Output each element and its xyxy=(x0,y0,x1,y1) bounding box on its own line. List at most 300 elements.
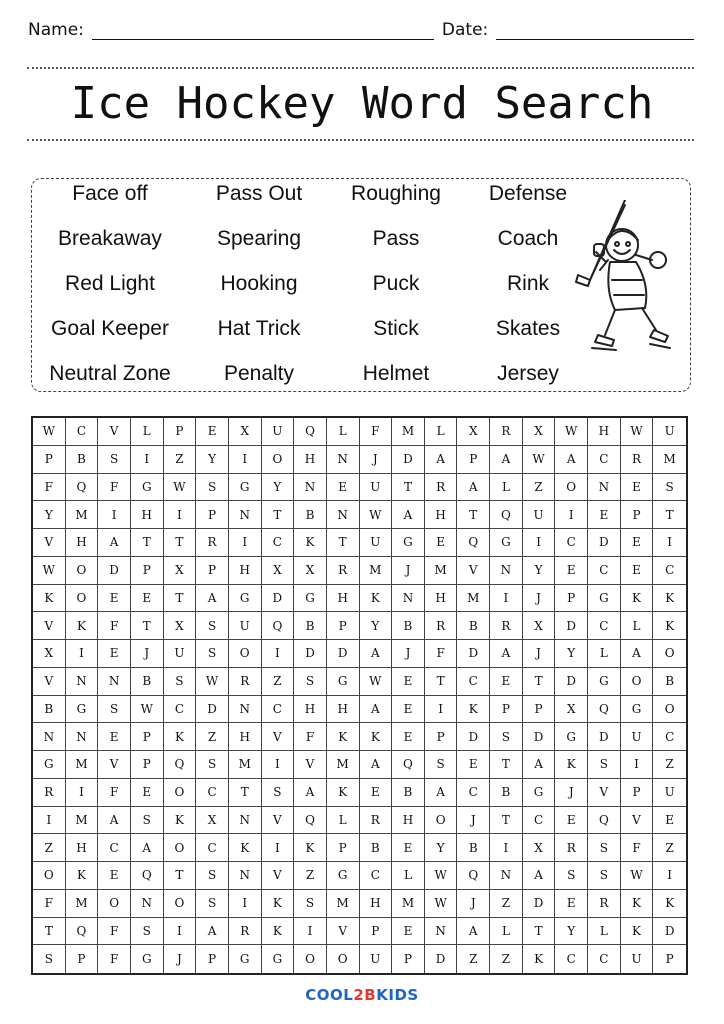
grid-cell[interactable]: E xyxy=(98,723,131,751)
grid-cell[interactable]: E xyxy=(98,640,131,668)
grid-cell[interactable]: N xyxy=(425,918,458,946)
grid-cell[interactable]: V xyxy=(33,612,66,640)
grid-cell[interactable]: A xyxy=(457,918,490,946)
grid-cell[interactable]: C xyxy=(164,696,197,724)
grid-cell[interactable]: C xyxy=(588,945,621,973)
grid-cell[interactable]: G xyxy=(131,945,164,973)
grid-cell[interactable]: V xyxy=(457,557,490,585)
grid-cell[interactable]: T xyxy=(425,668,458,696)
grid-cell[interactable]: M xyxy=(66,751,99,779)
grid-cell[interactable]: Q xyxy=(457,529,490,557)
grid-cell[interactable]: M xyxy=(66,501,99,529)
grid-cell[interactable]: B xyxy=(131,668,164,696)
grid-cell[interactable]: L xyxy=(588,918,621,946)
grid-cell[interactable]: S xyxy=(33,945,66,973)
grid-cell[interactable]: O xyxy=(653,696,686,724)
grid-cell[interactable]: C xyxy=(457,779,490,807)
grid-cell[interactable]: R xyxy=(425,474,458,502)
grid-cell[interactable]: M xyxy=(392,890,425,918)
grid-cell[interactable]: A xyxy=(360,751,393,779)
grid-cell[interactable]: W xyxy=(621,418,654,446)
grid-cell[interactable]: B xyxy=(360,834,393,862)
grid-cell[interactable]: E xyxy=(131,585,164,613)
grid-cell[interactable]: D xyxy=(523,890,556,918)
grid-cell[interactable]: K xyxy=(621,890,654,918)
grid-cell[interactable]: C xyxy=(588,612,621,640)
grid-cell[interactable]: X xyxy=(523,418,556,446)
grid-cell[interactable]: I xyxy=(653,529,686,557)
grid-cell[interactable]: E xyxy=(621,474,654,502)
grid-cell[interactable]: O xyxy=(327,945,360,973)
grid-cell[interactable]: S xyxy=(196,474,229,502)
grid-cell[interactable]: S xyxy=(196,612,229,640)
grid-cell[interactable]: F xyxy=(33,474,66,502)
grid-cell[interactable]: N xyxy=(131,890,164,918)
grid-cell[interactable]: G xyxy=(523,779,556,807)
grid-cell[interactable]: P xyxy=(131,723,164,751)
grid-cell[interactable]: F xyxy=(360,418,393,446)
grid-cell[interactable]: D xyxy=(425,945,458,973)
grid-cell[interactable]: S xyxy=(294,668,327,696)
grid-cell[interactable]: I xyxy=(523,529,556,557)
grid-cell[interactable]: I xyxy=(555,501,588,529)
grid-cell[interactable]: P xyxy=(327,834,360,862)
grid-cell[interactable]: M xyxy=(360,557,393,585)
grid-cell[interactable]: S xyxy=(164,668,197,696)
grid-cell[interactable]: G xyxy=(229,585,262,613)
grid-cell[interactable]: A xyxy=(425,446,458,474)
grid-cell[interactable]: A xyxy=(457,474,490,502)
grid-cell[interactable]: H xyxy=(131,501,164,529)
grid-cell[interactable]: Z xyxy=(653,751,686,779)
grid-cell[interactable]: S xyxy=(588,862,621,890)
grid-cell[interactable]: G xyxy=(490,529,523,557)
grid-cell[interactable]: Z xyxy=(523,474,556,502)
grid-cell[interactable]: X xyxy=(33,640,66,668)
grid-cell[interactable]: C xyxy=(653,557,686,585)
grid-cell[interactable]: G xyxy=(262,945,295,973)
grid-cell[interactable]: K xyxy=(327,723,360,751)
grid-cell[interactable]: C xyxy=(523,807,556,835)
grid-cell[interactable]: G xyxy=(294,585,327,613)
grid-cell[interactable]: V xyxy=(621,807,654,835)
grid-cell[interactable]: K xyxy=(66,612,99,640)
grid-cell[interactable]: U xyxy=(621,723,654,751)
grid-cell[interactable]: N xyxy=(229,862,262,890)
grid-cell[interactable]: O xyxy=(66,585,99,613)
grid-cell[interactable]: M xyxy=(457,585,490,613)
grid-cell[interactable]: P xyxy=(196,501,229,529)
grid-cell[interactable]: H xyxy=(294,446,327,474)
grid-cell[interactable]: L xyxy=(131,418,164,446)
grid-cell[interactable]: Q xyxy=(294,418,327,446)
grid-cell[interactable]: S xyxy=(131,918,164,946)
grid-cell[interactable]: L xyxy=(588,640,621,668)
grid-cell[interactable]: H xyxy=(360,890,393,918)
grid-cell[interactable]: U xyxy=(360,529,393,557)
grid-cell[interactable]: C xyxy=(66,418,99,446)
grid-cell[interactable]: X xyxy=(523,834,556,862)
grid-cell[interactable]: N xyxy=(327,446,360,474)
grid-cell[interactable]: W xyxy=(621,862,654,890)
grid-cell[interactable]: I xyxy=(33,807,66,835)
grid-cell[interactable]: S xyxy=(555,862,588,890)
grid-cell[interactable]: C xyxy=(196,834,229,862)
grid-cell[interactable]: B xyxy=(294,501,327,529)
grid-cell[interactable]: I xyxy=(490,834,523,862)
grid-cell[interactable]: Q xyxy=(66,474,99,502)
grid-cell[interactable]: R xyxy=(196,529,229,557)
grid-cell[interactable]: V xyxy=(262,723,295,751)
grid-cell[interactable]: E xyxy=(392,918,425,946)
grid-cell[interactable]: C xyxy=(262,529,295,557)
grid-cell[interactable]: D xyxy=(457,723,490,751)
grid-cell[interactable]: B xyxy=(457,612,490,640)
grid-cell[interactable]: I xyxy=(262,751,295,779)
grid-cell[interactable]: V xyxy=(327,918,360,946)
grid-cell[interactable]: I xyxy=(425,696,458,724)
grid-cell[interactable]: I xyxy=(98,501,131,529)
grid-cell[interactable]: C xyxy=(588,557,621,585)
grid-cell[interactable]: Q xyxy=(490,501,523,529)
grid-cell[interactable]: O xyxy=(555,474,588,502)
grid-cell[interactable]: V xyxy=(98,418,131,446)
grid-cell[interactable]: E xyxy=(621,557,654,585)
grid-cell[interactable]: B xyxy=(653,668,686,696)
grid-cell[interactable]: Q xyxy=(457,862,490,890)
grid-cell[interactable]: N xyxy=(392,585,425,613)
grid-cell[interactable]: R xyxy=(588,890,621,918)
grid-cell[interactable]: S xyxy=(98,696,131,724)
grid-cell[interactable]: I xyxy=(229,446,262,474)
grid-cell[interactable]: H xyxy=(327,696,360,724)
grid-cell[interactable]: D xyxy=(588,529,621,557)
grid-cell[interactable]: X xyxy=(555,696,588,724)
grid-cell[interactable]: P xyxy=(665,952,674,967)
grid-cell[interactable]: E xyxy=(555,807,588,835)
grid-cell[interactable]: C xyxy=(457,668,490,696)
grid-cell[interactable]: L xyxy=(621,612,654,640)
grid-cell[interactable]: L xyxy=(327,807,360,835)
grid-cell[interactable]: E xyxy=(360,779,393,807)
grid-cell[interactable]: T xyxy=(164,585,197,613)
grid-cell[interactable]: C xyxy=(555,945,588,973)
grid-cell[interactable]: S xyxy=(588,834,621,862)
grid-cell[interactable]: C xyxy=(588,446,621,474)
grid-cell[interactable]: C xyxy=(360,862,393,890)
grid-cell[interactable]: P xyxy=(360,918,393,946)
grid-cell[interactable]: P xyxy=(131,557,164,585)
grid-cell[interactable]: E xyxy=(392,834,425,862)
grid-cell[interactable]: O xyxy=(653,640,686,668)
grid-cell[interactable]: A xyxy=(360,696,393,724)
grid-cell[interactable]: Z xyxy=(294,862,327,890)
grid-cell[interactable]: H xyxy=(229,723,262,751)
grid-cell[interactable]: Y xyxy=(33,501,66,529)
grid-cell[interactable]: D xyxy=(262,585,295,613)
grid-cell[interactable]: Z xyxy=(164,446,197,474)
grid-cell[interactable]: D xyxy=(653,918,686,946)
grid-cell[interactable]: A xyxy=(621,640,654,668)
grid-cell[interactable]: P xyxy=(196,557,229,585)
grid-cell[interactable]: T xyxy=(131,612,164,640)
grid-cell[interactable]: X xyxy=(196,807,229,835)
grid-cell[interactable]: I xyxy=(66,779,99,807)
grid-cell[interactable]: K xyxy=(294,529,327,557)
grid-cell[interactable]: O xyxy=(164,890,197,918)
grid-cell[interactable]: H xyxy=(294,696,327,724)
grid-cell[interactable]: I xyxy=(262,834,295,862)
grid-cell[interactable]: W xyxy=(425,890,458,918)
grid-cell[interactable]: Z xyxy=(262,668,295,696)
grid-cell[interactable]: W xyxy=(555,418,588,446)
grid-cell[interactable]: J xyxy=(523,640,556,668)
grid-cell[interactable]: A xyxy=(98,807,131,835)
grid-cell[interactable]: I xyxy=(262,640,295,668)
grid-cell[interactable]: D xyxy=(98,557,131,585)
grid-cell[interactable]: G xyxy=(131,474,164,502)
grid-cell[interactable]: B xyxy=(490,779,523,807)
grid-cell[interactable]: P xyxy=(196,945,229,973)
grid-cell[interactable]: P xyxy=(425,723,458,751)
grid-cell[interactable]: C xyxy=(262,696,295,724)
grid-cell[interactable]: O xyxy=(229,640,262,668)
grid-cell[interactable]: K xyxy=(164,807,197,835)
grid-cell[interactable]: F xyxy=(425,640,458,668)
grid-cell[interactable]: T xyxy=(327,529,360,557)
grid-cell[interactable]: E xyxy=(327,474,360,502)
grid-cell[interactable]: V xyxy=(262,807,295,835)
grid-cell[interactable]: T xyxy=(457,501,490,529)
grid-cell[interactable]: G xyxy=(229,474,262,502)
grid-cell[interactable]: V xyxy=(262,862,295,890)
grid-cell[interactable]: N xyxy=(229,696,262,724)
grid-cell[interactable]: P xyxy=(131,751,164,779)
grid-cell[interactable]: Z xyxy=(457,945,490,973)
name-field[interactable] xyxy=(92,19,434,40)
grid-cell[interactable]: K xyxy=(262,890,295,918)
grid-cell[interactable]: G xyxy=(588,668,621,696)
grid-cell[interactable]: N xyxy=(588,474,621,502)
grid-cell[interactable]: F xyxy=(98,779,131,807)
grid-cell[interactable]: X xyxy=(164,557,197,585)
grid-cell[interactable]: K xyxy=(653,585,686,613)
grid-cell[interactable]: W xyxy=(196,668,229,696)
grid-cell[interactable]: E xyxy=(98,862,131,890)
grid-cell[interactable]: M xyxy=(66,807,99,835)
grid-cell[interactable]: D xyxy=(196,696,229,724)
grid-cell[interactable]: I xyxy=(164,918,197,946)
grid-cell[interactable]: A xyxy=(490,640,523,668)
grid-cell[interactable]: S xyxy=(588,751,621,779)
grid-cell[interactable]: V xyxy=(33,668,66,696)
grid-cell[interactable]: J xyxy=(392,640,425,668)
grid-cell[interactable]: C xyxy=(653,723,686,751)
grid-cell[interactable]: Q xyxy=(588,807,621,835)
grid-cell[interactable]: O xyxy=(425,807,458,835)
grid-cell[interactable]: X xyxy=(262,557,295,585)
grid-cell[interactable]: H xyxy=(327,585,360,613)
grid-cell[interactable]: E xyxy=(196,418,229,446)
grid-cell[interactable]: E xyxy=(425,529,458,557)
grid-cell[interactable]: Z xyxy=(196,723,229,751)
grid-cell[interactable]: P xyxy=(621,501,654,529)
grid-cell[interactable]: S xyxy=(490,723,523,751)
grid-cell[interactable]: R xyxy=(425,612,458,640)
grid-cell[interactable]: F xyxy=(98,945,131,973)
grid-cell[interactable]: H xyxy=(392,807,425,835)
grid-cell[interactable]: E xyxy=(555,557,588,585)
grid-cell[interactable]: D xyxy=(327,640,360,668)
grid-cell[interactable]: H xyxy=(425,501,458,529)
grid-cell[interactable]: S xyxy=(98,446,131,474)
grid-cell[interactable]: T xyxy=(490,807,523,835)
grid-cell[interactable]: K xyxy=(621,918,654,946)
grid-cell[interactable]: V xyxy=(33,529,66,557)
grid-cell[interactable]: L xyxy=(490,474,523,502)
grid-cell[interactable]: X xyxy=(457,418,490,446)
grid-cell[interactable]: N xyxy=(490,862,523,890)
grid-cell[interactable]: T xyxy=(490,751,523,779)
grid-cell[interactable]: E xyxy=(392,723,425,751)
grid-cell[interactable]: S xyxy=(294,890,327,918)
grid-cell[interactable]: W xyxy=(360,668,393,696)
grid-cell[interactable]: O xyxy=(164,834,197,862)
grid-cell[interactable]: R xyxy=(621,446,654,474)
grid-cell[interactable]: A xyxy=(490,446,523,474)
grid-cell[interactable]: R xyxy=(229,668,262,696)
grid-cell[interactable]: I xyxy=(164,501,197,529)
grid-cell[interactable]: K xyxy=(262,918,295,946)
grid-cell[interactable]: F xyxy=(98,612,131,640)
grid-cell[interactable]: G xyxy=(327,668,360,696)
grid-cell[interactable]: R xyxy=(490,418,523,446)
grid-cell[interactable]: L xyxy=(490,918,523,946)
grid-cell[interactable]: D xyxy=(294,640,327,668)
grid-cell[interactable]: P xyxy=(555,585,588,613)
grid-cell[interactable]: T xyxy=(262,501,295,529)
grid-cell[interactable]: O xyxy=(262,446,295,474)
grid-cell[interactable]: K xyxy=(294,834,327,862)
grid-cell[interactable]: T xyxy=(523,668,556,696)
grid-cell[interactable]: I xyxy=(131,446,164,474)
grid-cell[interactable]: W xyxy=(425,862,458,890)
grid-cell[interactable]: Z xyxy=(490,945,523,973)
grid-cell[interactable]: E xyxy=(555,890,588,918)
grid-cell[interactable]: Z xyxy=(653,834,686,862)
grid-cell[interactable]: M xyxy=(327,890,360,918)
grid-cell[interactable]: L xyxy=(392,862,425,890)
grid-cell[interactable]: Q xyxy=(164,751,197,779)
grid-cell[interactable]: R xyxy=(327,557,360,585)
grid-cell[interactable]: P xyxy=(457,446,490,474)
grid-cell[interactable]: G xyxy=(229,945,262,973)
grid-cell[interactable]: L xyxy=(327,418,360,446)
grid-cell[interactable]: U xyxy=(164,640,197,668)
grid-cell[interactable]: A xyxy=(294,779,327,807)
grid-cell[interactable]: Y xyxy=(555,640,588,668)
grid-cell[interactable]: W xyxy=(164,474,197,502)
grid-cell[interactable]: F xyxy=(294,723,327,751)
grid-cell[interactable]: Q xyxy=(66,918,99,946)
grid-cell[interactable]: K xyxy=(621,585,654,613)
grid-cell[interactable]: S xyxy=(131,807,164,835)
grid-cell[interactable]: D xyxy=(392,446,425,474)
grid-cell[interactable]: C xyxy=(555,529,588,557)
grid-cell[interactable]: K xyxy=(555,751,588,779)
grid-cell[interactable]: I xyxy=(653,862,686,890)
grid-cell[interactable]: N xyxy=(294,474,327,502)
grid-cell[interactable]: A xyxy=(425,779,458,807)
grid-cell[interactable]: S xyxy=(196,640,229,668)
grid-cell[interactable]: K xyxy=(523,945,556,973)
grid-cell[interactable]: G xyxy=(66,696,99,724)
grid-cell[interactable]: R xyxy=(555,834,588,862)
grid-cell[interactable]: Q xyxy=(262,612,295,640)
grid-cell[interactable]: U xyxy=(360,474,393,502)
grid-cell[interactable]: E xyxy=(392,696,425,724)
grid-cell[interactable]: Y xyxy=(523,557,556,585)
grid-cell[interactable]: M xyxy=(66,890,99,918)
grid-cell[interactable]: Y xyxy=(196,446,229,474)
grid-cell[interactable]: D xyxy=(523,723,556,751)
grid-cell[interactable]: B xyxy=(457,834,490,862)
grid-cell[interactable]: T xyxy=(164,529,197,557)
grid-cell[interactable]: N xyxy=(98,668,131,696)
grid-cell[interactable]: E xyxy=(653,807,686,835)
grid-cell[interactable]: P xyxy=(621,779,654,807)
grid-cell[interactable]: U xyxy=(360,945,393,973)
grid-cell[interactable]: A xyxy=(555,446,588,474)
grid-cell[interactable]: R xyxy=(33,779,66,807)
grid-cell[interactable]: K xyxy=(229,834,262,862)
grid-cell[interactable]: V xyxy=(294,751,327,779)
grid-cell[interactable]: V xyxy=(588,779,621,807)
grid-cell[interactable]: Z xyxy=(33,834,66,862)
grid-cell[interactable]: Y xyxy=(262,474,295,502)
grid-cell[interactable]: Y xyxy=(360,612,393,640)
grid-cell[interactable]: R xyxy=(229,918,262,946)
grid-cell[interactable]: K xyxy=(327,779,360,807)
grid-cell[interactable]: T xyxy=(392,474,425,502)
grid-cell[interactable]: U xyxy=(262,418,295,446)
grid-cell[interactable]: E xyxy=(131,779,164,807)
grid-cell[interactable]: O xyxy=(33,862,66,890)
grid-cell[interactable]: X xyxy=(164,612,197,640)
grid-cell[interactable]: E xyxy=(98,585,131,613)
grid-cell[interactable]: J xyxy=(523,585,556,613)
grid-cell[interactable]: Y xyxy=(425,834,458,862)
grid-cell[interactable]: K xyxy=(164,723,197,751)
grid-cell[interactable]: P xyxy=(66,945,99,973)
grid-cell[interactable]: R xyxy=(490,612,523,640)
grid-cell[interactable]: G xyxy=(392,529,425,557)
grid-cell[interactable]: A xyxy=(523,751,556,779)
grid-cell[interactable]: J xyxy=(457,890,490,918)
grid-cell[interactable]: F xyxy=(98,474,131,502)
grid-cell[interactable]: T xyxy=(523,918,556,946)
grid-cell[interactable]: W xyxy=(360,501,393,529)
grid-cell[interactable]: D xyxy=(588,723,621,751)
grid-cell[interactable]: B xyxy=(392,779,425,807)
grid-cell[interactable]: O xyxy=(66,557,99,585)
grid-cell[interactable]: B xyxy=(33,696,66,724)
grid-cell[interactable]: X xyxy=(229,418,262,446)
grid-cell[interactable]: C xyxy=(98,834,131,862)
grid-cell[interactable]: M xyxy=(327,751,360,779)
grid-cell[interactable]: J xyxy=(164,945,197,973)
grid-cell[interactable]: P xyxy=(164,418,197,446)
